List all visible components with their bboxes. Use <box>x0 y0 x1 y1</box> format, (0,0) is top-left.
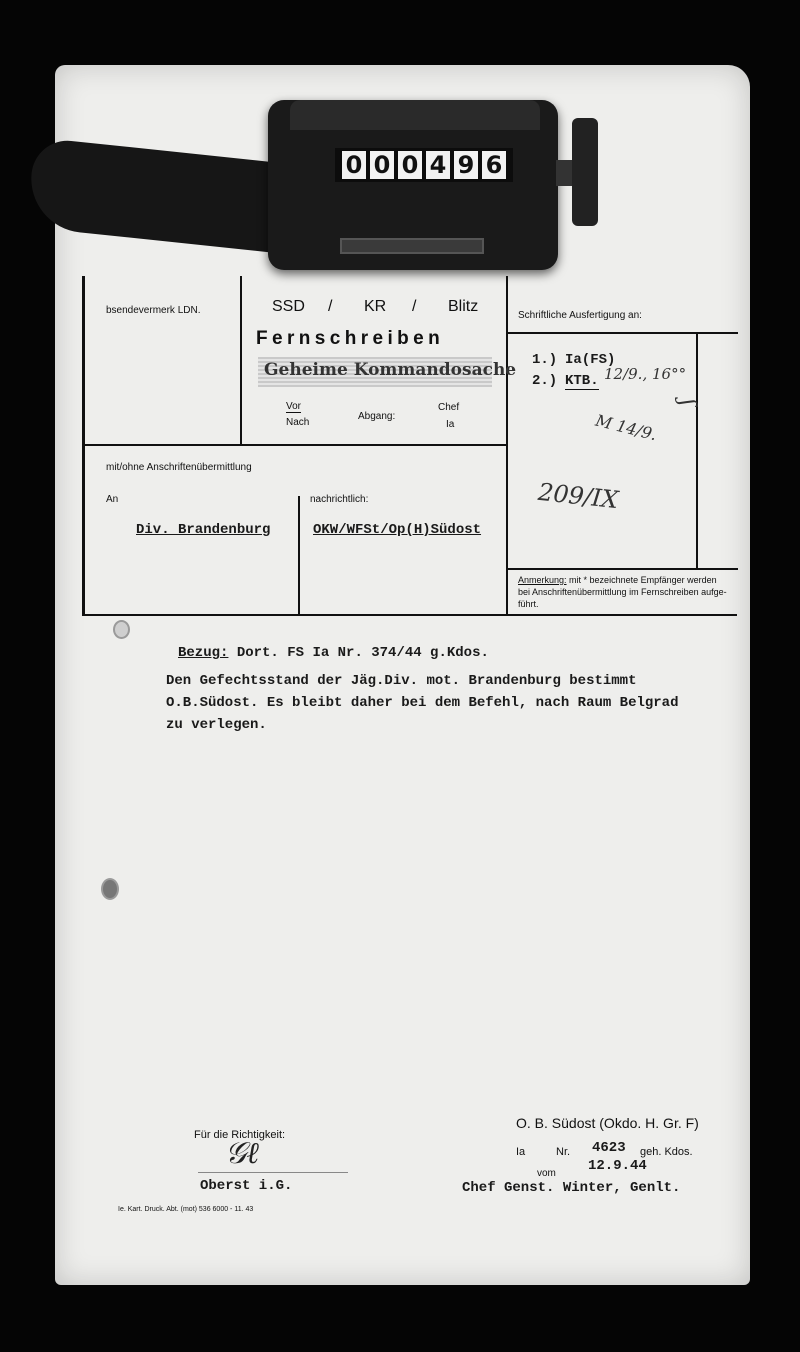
chef-label: Chef <box>438 402 460 413</box>
handwritten-paraph: ʃ <box>674 397 700 408</box>
recipient-value: KTB. <box>565 373 599 389</box>
counter-display <box>335 148 513 182</box>
message-line: Den Gefechtsstand der Jäg.Div. mot. Brandenburg bestimmt <box>166 673 637 689</box>
handwritten-ktb-note: 12/9., 16°° <box>604 365 687 383</box>
reference-label: Bezug: <box>178 645 229 661</box>
handwritten-signature: 𝒢ℓ <box>225 1136 259 1171</box>
certify-label: Für die Richtigkeit: <box>194 1129 286 1141</box>
signature-line <box>198 1172 348 1173</box>
counter-slot <box>340 238 484 254</box>
classification-stamp: Geheime Kommandosache <box>264 360 517 380</box>
form-divider <box>696 332 698 570</box>
counter-digit: 6 <box>482 151 506 179</box>
message-line: zu verlegen. <box>166 717 267 733</box>
priority-ssd: SSD <box>272 298 305 315</box>
form-divider <box>240 276 242 446</box>
cc-recipient: OKW/WFSt/Op(H)Südost <box>313 522 482 538</box>
priority-separator: / <box>328 298 333 315</box>
counter-digit: 9 <box>454 151 478 179</box>
form-divider <box>506 276 508 616</box>
ia-footer-label: Ia <box>516 1146 526 1158</box>
remark-text: führt. <box>518 599 539 609</box>
form-title: Fernschreiben <box>256 328 445 349</box>
form-divider <box>82 444 507 446</box>
remark-text: bei Anschriftenübermittlung im Fernschreiben aufge- <box>518 587 727 597</box>
priority-separator: / <box>412 298 417 315</box>
counter-digit: 0 <box>398 151 422 179</box>
counter-digit: 0 <box>370 151 394 179</box>
issuing-command: O. B. Südost (Okdo. H. Gr. F) <box>516 1115 699 1131</box>
document-date: 12.9.44 <box>588 1158 647 1174</box>
priority-kr: KR <box>364 298 387 315</box>
form-divider <box>82 614 737 616</box>
handwritten-registry-number: 209/IX <box>536 477 620 515</box>
address-transmission-label: mit/ohne Anschriftenübermittlung <box>106 462 252 473</box>
form-divider <box>506 332 738 334</box>
form-border-left <box>82 276 85 616</box>
counter-housing-top <box>290 100 540 130</box>
remark-text: mit * bezeichnete Empfänger werden <box>569 575 717 585</box>
handwritten-initials: M 14/9. <box>593 410 659 445</box>
form-divider <box>506 568 738 570</box>
vom-label: vom <box>537 1168 556 1179</box>
priority-blitz: Blitz <box>448 298 479 315</box>
vor-label: Vor <box>286 401 302 412</box>
punch-hole <box>101 878 119 900</box>
written-copy-label: Schriftliche Ausfertigung an: <box>518 310 642 321</box>
to-recipient: Div. Brandenburg <box>136 522 271 538</box>
punch-hole <box>113 620 130 639</box>
remark-label: Anmerkung: <box>518 575 567 585</box>
abgang-label: Abgang: <box>358 411 396 422</box>
signatory: Chef Genst. Winter, Genlt. <box>462 1180 681 1196</box>
geh-kdos-label: geh. Kdos. <box>640 1146 693 1158</box>
reference-value: Dort. FS Ia Nr. 374/44 g.Kdos. <box>236 645 489 661</box>
an-label: An <box>106 494 119 505</box>
counter-knob <box>572 118 598 226</box>
message-line: O.B.Südost. Es bleibt daher bei dem Befehl, nach Raum Belgrad <box>166 695 679 711</box>
recipient-num: 1.) <box>532 352 558 368</box>
recipient-num: 2.) <box>532 373 558 389</box>
counter-digit: 0 <box>342 151 366 179</box>
counter-digit: 4 <box>426 151 450 179</box>
sender-note-label: bsendevermerk LDN. <box>106 305 201 316</box>
certifier-rank: Oberst i.G. <box>200 1178 293 1194</box>
cc-label: nachrichtlich: <box>310 494 369 505</box>
printer-note: Ie. Kart. Druck. Abt. (mot) 536 6000 - 11. 43 <box>118 1206 254 1213</box>
form-divider <box>298 496 300 614</box>
ia-label: Ia <box>446 419 455 430</box>
nr-label: Nr. <box>556 1146 571 1158</box>
document-number: 4623 <box>592 1140 626 1156</box>
nach-label: Nach <box>286 417 310 428</box>
recipient-value: Ia(FS) <box>565 352 616 368</box>
